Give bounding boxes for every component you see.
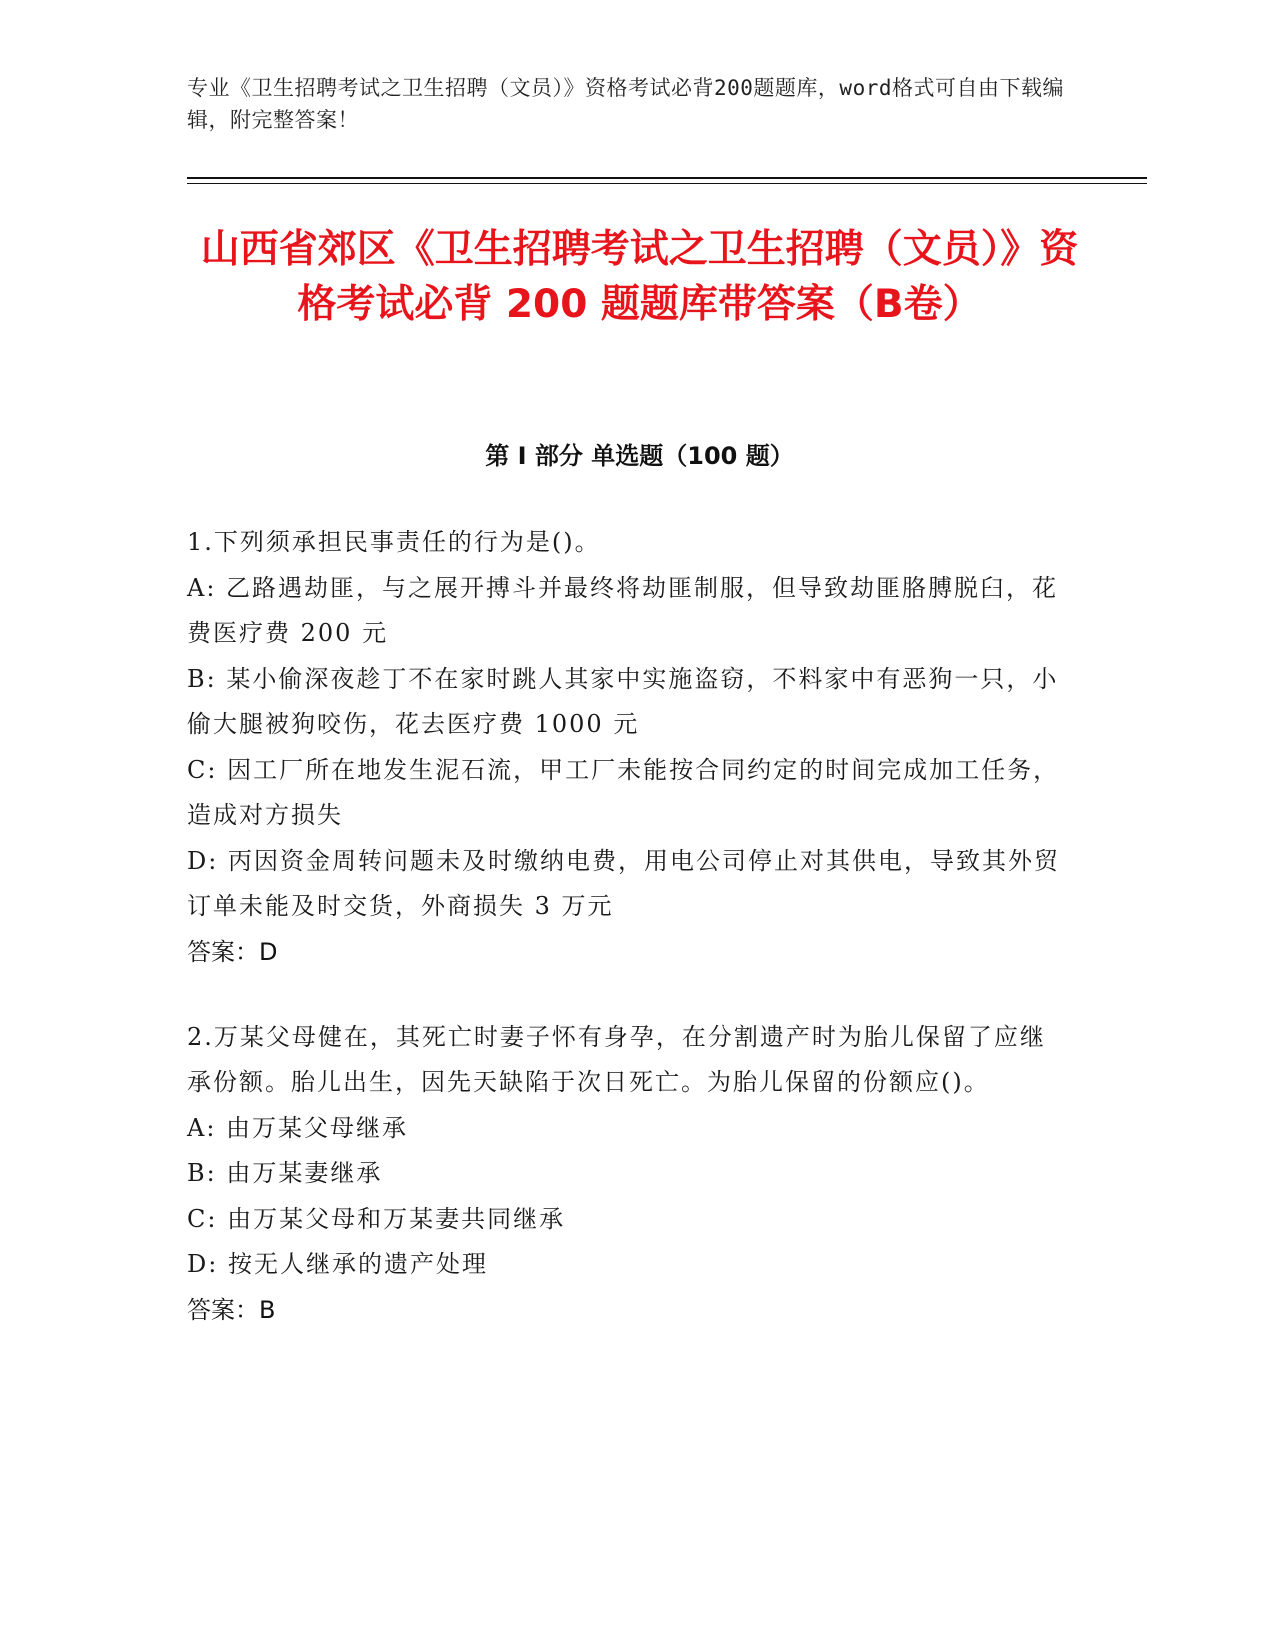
answer: 答案：B xyxy=(187,1295,276,1324)
header-rule-thin xyxy=(187,183,1147,184)
option-d: D: 按无人继承的遗产处理 xyxy=(187,1250,488,1278)
option-b: B: 由万某妻继承 xyxy=(187,1159,383,1187)
option-d: D: 丙因资金周转问题未及时缴纳电费，用电公司停止对其供电，导致其外贸订单未能及时交货，外商损失 3 万元 xyxy=(187,846,1060,920)
answer: 答案：D xyxy=(187,937,278,966)
question-stem: 1.下列须承担民事责任的行为是()。 xyxy=(187,528,601,556)
option-c: C: 因工厂所在地发生泥石流，甲工厂未能按合同约定的时间完成加工任务，造成对方损失 xyxy=(187,755,1060,829)
option-a: A: 乙路遇劫匪，与之展开搏斗并最终将劫匪制服，但导致劫匪胳膊脱臼，花费医疗费 200 元 xyxy=(187,573,1059,647)
option-a: A: 由万某父母继承 xyxy=(187,1113,409,1142)
question-list xyxy=(187,520,1067,1373)
section-heading: 第 I 部分 单选题（100 题） xyxy=(485,442,794,470)
option-c: C: 由万某父母和万某妻共同继承 xyxy=(187,1204,566,1233)
header-rule-thick xyxy=(187,177,1147,179)
question-1 xyxy=(187,520,1067,975)
header-note: 专业《卫生招聘考试之卫生招聘（文员）》资格考试必背200题题库，word格式可自由下载编辑，附完整答案！ xyxy=(187,76,1064,132)
question-stem: 2.万某父母健在，其死亡时妻子怀有身孕，在分割遗产时为胎儿保留了应继承份额。胎儿出生，因先天缺陷于次日死亡。为胎儿保留的份额应()。 xyxy=(187,1022,1046,1096)
option-b: B: 某小偷深夜趁丁不在家时跳人其家中实施盗窃，不料家中有恶狗一只，小偷大腿被狗咬伤，花去医疗费 1000 元 xyxy=(187,664,1059,738)
question-2 xyxy=(187,1015,1067,1333)
document-title: 山西省郊区《卫生招聘考试之卫生招聘（文员）》资格考试必背 200 题题库带答案（B卷） xyxy=(200,227,1079,327)
